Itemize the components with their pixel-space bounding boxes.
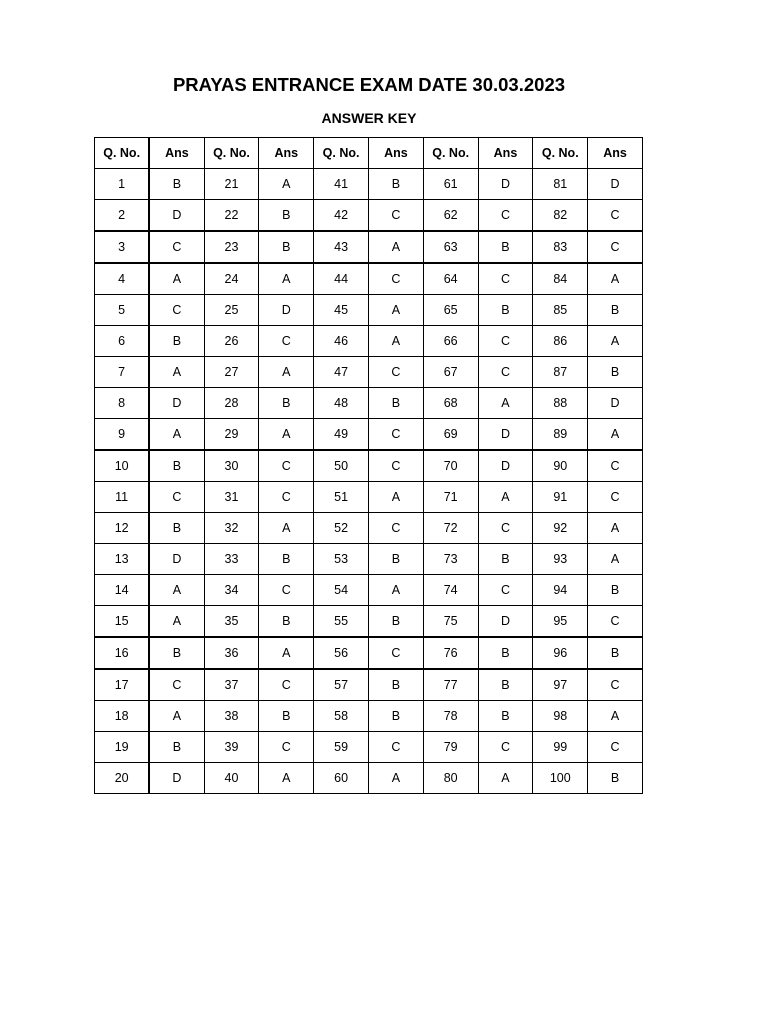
question-number-cell: 44: [314, 263, 369, 295]
answer-cell: A: [149, 419, 204, 451]
answer-cell: B: [588, 637, 643, 669]
question-number-cell: 91: [533, 482, 588, 513]
question-number-cell: 56: [314, 637, 369, 669]
table-row: [95, 669, 643, 701]
answer-cell: A: [478, 388, 533, 419]
answer-cell: C: [368, 263, 423, 295]
table-row: [95, 732, 643, 763]
answer-cell: C: [588, 732, 643, 763]
question-number-cell: 49: [314, 419, 369, 451]
question-number-cell: 84: [533, 263, 588, 295]
question-number-cell: 52: [314, 513, 369, 544]
question-number-cell: 41: [314, 169, 369, 200]
answer-cell: A: [259, 637, 314, 669]
question-number-cell: 86: [533, 326, 588, 357]
question-number-cell: 6: [95, 326, 150, 357]
answer-cell: A: [588, 419, 643, 451]
question-number-cell: 13: [95, 544, 150, 575]
answer-cell: B: [478, 701, 533, 732]
question-number-cell: 5: [95, 295, 150, 326]
question-number-cell: 45: [314, 295, 369, 326]
answer-cell: A: [588, 326, 643, 357]
question-number-cell: 64: [423, 263, 478, 295]
question-number-cell: 19: [95, 732, 150, 763]
answer-cell: D: [478, 606, 533, 638]
answer-cell: B: [149, 513, 204, 544]
question-number-cell: 65: [423, 295, 478, 326]
answer-cell: B: [478, 231, 533, 263]
question-number-cell: 17: [95, 669, 150, 701]
question-number-cell: 96: [533, 637, 588, 669]
question-number-cell: 28: [204, 388, 259, 419]
question-number-cell: 48: [314, 388, 369, 419]
question-number-cell: 46: [314, 326, 369, 357]
answer-cell: C: [259, 732, 314, 763]
table-row: [95, 637, 643, 669]
answer-cell: C: [588, 482, 643, 513]
answer-cell: C: [588, 669, 643, 701]
answer-cell: B: [259, 231, 314, 263]
question-number-cell: 87: [533, 357, 588, 388]
answer-cell: A: [149, 357, 204, 388]
answer-cell: C: [478, 732, 533, 763]
question-number-cell: 26: [204, 326, 259, 357]
question-number-cell: 54: [314, 575, 369, 606]
answer-cell: B: [368, 169, 423, 200]
question-number-cell: 37: [204, 669, 259, 701]
answer-cell: C: [259, 669, 314, 701]
header-q-no: Q. No.: [533, 138, 588, 169]
answer-cell: C: [368, 637, 423, 669]
question-number-cell: 47: [314, 357, 369, 388]
question-number-cell: 22: [204, 200, 259, 232]
answer-cell: B: [368, 388, 423, 419]
answer-cell: A: [478, 763, 533, 794]
question-number-cell: 50: [314, 450, 369, 482]
question-number-cell: 89: [533, 419, 588, 451]
question-number-cell: 16: [95, 637, 150, 669]
question-number-cell: 33: [204, 544, 259, 575]
table-row: [95, 544, 643, 575]
table-row: [95, 763, 643, 794]
answer-cell: D: [588, 169, 643, 200]
table-row: [95, 482, 643, 513]
answer-cell: A: [149, 575, 204, 606]
answer-cell: B: [259, 701, 314, 732]
table-row: [95, 295, 643, 326]
answer-cell: D: [478, 169, 533, 200]
question-number-cell: 94: [533, 575, 588, 606]
table-row: [95, 169, 643, 200]
answer-cell: C: [478, 575, 533, 606]
answer-cell: A: [368, 575, 423, 606]
answer-cell: C: [588, 200, 643, 232]
answer-cell: B: [478, 669, 533, 701]
question-number-cell: 69: [423, 419, 478, 451]
answer-cell: C: [368, 732, 423, 763]
answer-cell: D: [149, 544, 204, 575]
question-number-cell: 80: [423, 763, 478, 794]
question-number-cell: 23: [204, 231, 259, 263]
question-number-cell: 72: [423, 513, 478, 544]
question-number-cell: 18: [95, 701, 150, 732]
answer-cell: B: [588, 575, 643, 606]
answer-cell: C: [259, 326, 314, 357]
answer-cell: D: [149, 200, 204, 232]
question-number-cell: 59: [314, 732, 369, 763]
question-number-cell: 1: [95, 169, 150, 200]
answer-cell: C: [478, 357, 533, 388]
table-row: [95, 419, 643, 451]
answer-cell: A: [478, 482, 533, 513]
question-number-cell: 90: [533, 450, 588, 482]
header-q-no: Q. No.: [204, 138, 259, 169]
question-number-cell: 12: [95, 513, 150, 544]
question-number-cell: 32: [204, 513, 259, 544]
question-number-cell: 63: [423, 231, 478, 263]
question-number-cell: 15: [95, 606, 150, 638]
question-number-cell: 66: [423, 326, 478, 357]
table-row: [95, 701, 643, 732]
answer-cell: B: [259, 606, 314, 638]
answer-cell: B: [588, 357, 643, 388]
question-number-cell: 36: [204, 637, 259, 669]
table-header-row: [95, 138, 643, 169]
header-ans: Ans: [259, 138, 314, 169]
answer-cell: C: [368, 200, 423, 232]
question-number-cell: 98: [533, 701, 588, 732]
answer-cell: A: [588, 513, 643, 544]
question-number-cell: 100: [533, 763, 588, 794]
answer-cell: B: [259, 200, 314, 232]
answer-cell: A: [149, 701, 204, 732]
answer-cell: D: [478, 450, 533, 482]
question-number-cell: 71: [423, 482, 478, 513]
answer-cell: A: [368, 482, 423, 513]
question-number-cell: 77: [423, 669, 478, 701]
question-number-cell: 9: [95, 419, 150, 451]
question-number-cell: 58: [314, 701, 369, 732]
header-q-no: Q. No.: [95, 138, 150, 169]
answer-cell: A: [588, 701, 643, 732]
question-number-cell: 51: [314, 482, 369, 513]
table-row: [95, 575, 643, 606]
question-number-cell: 14: [95, 575, 150, 606]
question-number-cell: 57: [314, 669, 369, 701]
question-number-cell: 31: [204, 482, 259, 513]
question-number-cell: 11: [95, 482, 150, 513]
question-number-cell: 62: [423, 200, 478, 232]
answer-cell: B: [368, 606, 423, 638]
question-number-cell: 85: [533, 295, 588, 326]
question-number-cell: 55: [314, 606, 369, 638]
header-ans: Ans: [478, 138, 533, 169]
answer-cell: C: [588, 231, 643, 263]
question-number-cell: 42: [314, 200, 369, 232]
question-number-cell: 60: [314, 763, 369, 794]
question-number-cell: 39: [204, 732, 259, 763]
answer-cell: A: [259, 763, 314, 794]
answer-cell: A: [259, 169, 314, 200]
answer-cell: B: [368, 669, 423, 701]
answer-cell: C: [368, 419, 423, 451]
table-row: [95, 326, 643, 357]
answer-cell: B: [478, 544, 533, 575]
answer-cell: B: [368, 701, 423, 732]
question-number-cell: 43: [314, 231, 369, 263]
question-number-cell: 25: [204, 295, 259, 326]
question-number-cell: 92: [533, 513, 588, 544]
question-number-cell: 38: [204, 701, 259, 732]
question-number-cell: 81: [533, 169, 588, 200]
answer-cell: D: [478, 419, 533, 451]
answer-cell: B: [588, 763, 643, 794]
question-number-cell: 53: [314, 544, 369, 575]
answer-cell: B: [478, 637, 533, 669]
answer-cell: A: [259, 513, 314, 544]
answer-cell: B: [588, 295, 643, 326]
table-row: [95, 606, 643, 638]
question-number-cell: 35: [204, 606, 259, 638]
question-number-cell: 78: [423, 701, 478, 732]
answer-cell: C: [259, 450, 314, 482]
table-row: [95, 388, 643, 419]
answer-cell: C: [368, 450, 423, 482]
answer-cell: D: [588, 388, 643, 419]
answer-cell: A: [368, 231, 423, 263]
answer-cell: A: [588, 544, 643, 575]
answer-cell: C: [368, 357, 423, 388]
answer-cell: C: [478, 263, 533, 295]
question-number-cell: 68: [423, 388, 478, 419]
answer-cell: B: [368, 544, 423, 575]
answer-key-body: [95, 169, 643, 794]
table-row: [95, 450, 643, 482]
header-q-no: Q. No.: [423, 138, 478, 169]
question-number-cell: 24: [204, 263, 259, 295]
answer-cell: A: [259, 419, 314, 451]
document-title: PRAYAS ENTRANCE EXAM DATE 30.03.2023: [172, 74, 566, 95]
answer-cell: A: [259, 263, 314, 295]
answer-cell: C: [149, 295, 204, 326]
answer-cell: C: [588, 450, 643, 482]
question-number-cell: 79: [423, 732, 478, 763]
answer-cell: C: [368, 513, 423, 544]
question-number-cell: 4: [95, 263, 150, 295]
document-subtitle: ANSWER KEY: [321, 110, 417, 126]
question-number-cell: 88: [533, 388, 588, 419]
answer-cell: B: [149, 326, 204, 357]
question-number-cell: 29: [204, 419, 259, 451]
question-number-cell: 10: [95, 450, 150, 482]
answer-cell: A: [368, 763, 423, 794]
answer-cell: B: [259, 544, 314, 575]
answer-cell: C: [588, 606, 643, 638]
question-number-cell: 27: [204, 357, 259, 388]
question-number-cell: 3: [95, 231, 150, 263]
question-number-cell: 83: [533, 231, 588, 263]
header-q-no: Q. No.: [314, 138, 369, 169]
answer-cell: C: [259, 575, 314, 606]
answer-cell: C: [259, 482, 314, 513]
answer-cell: B: [149, 732, 204, 763]
answer-cell: C: [149, 231, 204, 263]
question-number-cell: 75: [423, 606, 478, 638]
answer-cell: B: [149, 169, 204, 200]
question-number-cell: 99: [533, 732, 588, 763]
answer-cell: B: [259, 388, 314, 419]
answer-cell: A: [368, 295, 423, 326]
answer-key-table: [94, 137, 643, 794]
question-number-cell: 21: [204, 169, 259, 200]
question-number-cell: 74: [423, 575, 478, 606]
question-number-cell: 93: [533, 544, 588, 575]
question-number-cell: 76: [423, 637, 478, 669]
question-number-cell: 20: [95, 763, 150, 794]
answer-cell: B: [478, 295, 533, 326]
question-number-cell: 73: [423, 544, 478, 575]
table-row: [95, 231, 643, 263]
answer-cell: C: [478, 513, 533, 544]
question-number-cell: 67: [423, 357, 478, 388]
answer-cell: C: [478, 200, 533, 232]
answer-cell: C: [478, 326, 533, 357]
answer-cell: A: [149, 606, 204, 638]
answer-cell: A: [149, 263, 204, 295]
answer-cell: B: [149, 637, 204, 669]
question-number-cell: 7: [95, 357, 150, 388]
answer-cell: D: [259, 295, 314, 326]
answer-cell: A: [259, 357, 314, 388]
question-number-cell: 82: [533, 200, 588, 232]
question-number-cell: 34: [204, 575, 259, 606]
header-ans: Ans: [368, 138, 423, 169]
answer-cell: B: [149, 450, 204, 482]
header-ans: Ans: [149, 138, 204, 169]
answer-cell: C: [149, 669, 204, 701]
question-number-cell: 8: [95, 388, 150, 419]
answer-cell: C: [149, 482, 204, 513]
question-number-cell: 2: [95, 200, 150, 232]
answer-cell: A: [588, 263, 643, 295]
header-ans: Ans: [588, 138, 643, 169]
answer-cell: D: [149, 763, 204, 794]
question-number-cell: 95: [533, 606, 588, 638]
question-number-cell: 40: [204, 763, 259, 794]
question-number-cell: 61: [423, 169, 478, 200]
table-row: [95, 357, 643, 388]
answer-cell: A: [368, 326, 423, 357]
table-row: [95, 200, 643, 232]
answer-cell: D: [149, 388, 204, 419]
question-number-cell: 70: [423, 450, 478, 482]
question-number-cell: 30: [204, 450, 259, 482]
question-number-cell: 97: [533, 669, 588, 701]
table-row: [95, 513, 643, 544]
table-row: [95, 263, 643, 295]
